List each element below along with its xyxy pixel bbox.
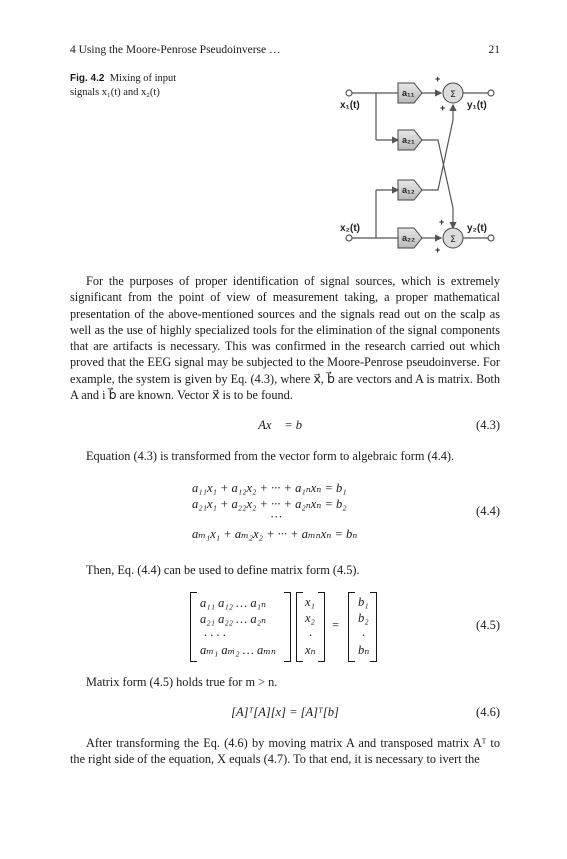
equation-4-4 (70, 480, 500, 550)
matrix-a-row-4: aₘ₁ aₘ₂ … aₘₙ (200, 643, 276, 657)
paragraph-2-text: Equation (4.3) is transformed from the vector form to algebraic form (4.4). (86, 449, 455, 463)
matrix-a-row-1: a₁₁ a₁₂ … a₁ₙ (200, 596, 267, 610)
output-label-y1: y₁(t) (467, 100, 487, 111)
matrix-a-row-2: a₂₁ a₂₂ … a₂ₙ (200, 612, 267, 626)
figure-caption-text: Mixing of input signals x₁(t) and x₂(t) (70, 73, 177, 98)
matrix-a-right-bracket (284, 592, 291, 662)
plus-sign-2b: + (435, 245, 441, 253)
gain-a21-label: a₂₁ (402, 135, 415, 145)
paragraph-3-text: Then, Eq. (4.4) can be used to define matrix form (4.5). (86, 563, 360, 577)
vector-x-right-bracket (318, 592, 325, 662)
plus-sign-1b: + (440, 103, 446, 113)
vector-b-right-bracket (370, 592, 377, 662)
paragraph-2 (70, 448, 500, 464)
page-number: 21 (488, 44, 500, 56)
matrix-a-left-bracket (190, 592, 197, 662)
vector-x-entry-3: . (309, 625, 313, 639)
input-terminal-2 (346, 235, 352, 241)
gain-a12-label: a₁₂ (402, 185, 415, 195)
paragraph-4 (70, 674, 500, 690)
equation-4-4-number: (4.4) (476, 504, 500, 518)
vector-b-entry-2: b₂ (358, 611, 369, 625)
equation-4-3-body: Ax⃗ = b⃗ (258, 418, 312, 432)
sum-symbol-2: Σ (450, 235, 456, 245)
output-terminal-2 (488, 235, 494, 241)
vector-x-entry-4: xₙ (305, 643, 316, 657)
paragraph-1-text: For the purposes of proper identification of signal sources, which is extremely significant from the point of view of measurement taking, a proper mathematical presentation of the above-mentioned sources and the signals read out on the scalp as well as the use of highly specialized tools for the elimination of the signal components that are artifacts is necessary. This was confirmed in the research carried out which proved that the EEG signal may be subjected to the Moore-Penrose pseudoinverse. For example, the system is given by Eq. (4.3), where x⃗, b⃗ are vectors and A is matrix. Both A and i b⃗ are known. Vector x⃗ is to be found. (70, 274, 500, 403)
plus-sign-2a: + (439, 217, 445, 227)
matrix-a-row-3: . . . . (204, 625, 226, 639)
output-label-y2: y₂(t) (467, 223, 487, 234)
vector-x-entry-1: x₁ (305, 595, 315, 609)
equation-4-4-row-2: a₂₁x₁ + a₂₂x₂ + ··· + a₂ₙxₙ = b₂ (192, 497, 347, 511)
equation-4-6-body: [A]ᵀ[A][x] = [A]ᵀ[b] (231, 705, 339, 719)
input-terminal-1 (346, 90, 352, 96)
equation-4-4-row-1: a₁₁x₁ + a₁₂x₂ + ··· + a₁ₙxₙ = b₁ (192, 481, 347, 495)
equation-4-6-number: (4.6) (476, 705, 500, 719)
output-terminal-1 (488, 90, 494, 96)
input-label-x2: x₂(t) (340, 223, 360, 234)
figure-label: Fig. 4.2 (70, 73, 105, 84)
plus-sign-1a: + (435, 74, 441, 84)
input-label-x1: x₁(t) (340, 100, 360, 111)
paragraph-5-text: After transforming the Eq. (4.6) by moving matrix A and transposed matrix Aᵀ to the right side of the equation, X equals (4.7). To that end, it is necessary to ivert the (70, 736, 500, 767)
vector-b-left-bracket (348, 592, 355, 662)
sum-symbol-1: Σ (450, 90, 456, 100)
equation-4-6 (70, 705, 500, 720)
equation-4-5-number: (4.5) (476, 618, 500, 632)
paragraph-4-text: Matrix form (4.5) holds true for m > n. (86, 675, 278, 689)
equation-4-4-row-3: ··· (270, 510, 283, 524)
chapter-title: 4 Using the Moore-Penrose Pseudoinverse … (70, 44, 281, 56)
vector-x-entry-2: x₂ (305, 611, 315, 625)
figure-caption (70, 72, 200, 100)
vector-b-entry-1: b₁ (358, 595, 369, 609)
gain-a11-label: a₁₁ (402, 88, 415, 98)
paragraph-1 (70, 273, 500, 403)
vector-x-left-bracket (296, 592, 303, 662)
equation-4-3 (70, 418, 500, 433)
equation-4-3-number: (4.3) (476, 418, 500, 432)
running-head (70, 44, 500, 56)
equals-sign: = (332, 618, 340, 632)
equation-4-4-row-4: aₘ₁x₁ + aₘ₂x₂ + ··· + aₘₙxₙ = bₙ (192, 527, 358, 541)
paragraph-5 (70, 735, 500, 768)
gain-a22-label: a₂₂ (402, 233, 416, 243)
mixing-diagram (340, 68, 500, 253)
equation-4-5 (70, 592, 500, 664)
vector-b-entry-4: bₙ (358, 643, 370, 657)
paragraph-3 (70, 562, 500, 578)
vector-b-entry-3: . (362, 625, 366, 639)
